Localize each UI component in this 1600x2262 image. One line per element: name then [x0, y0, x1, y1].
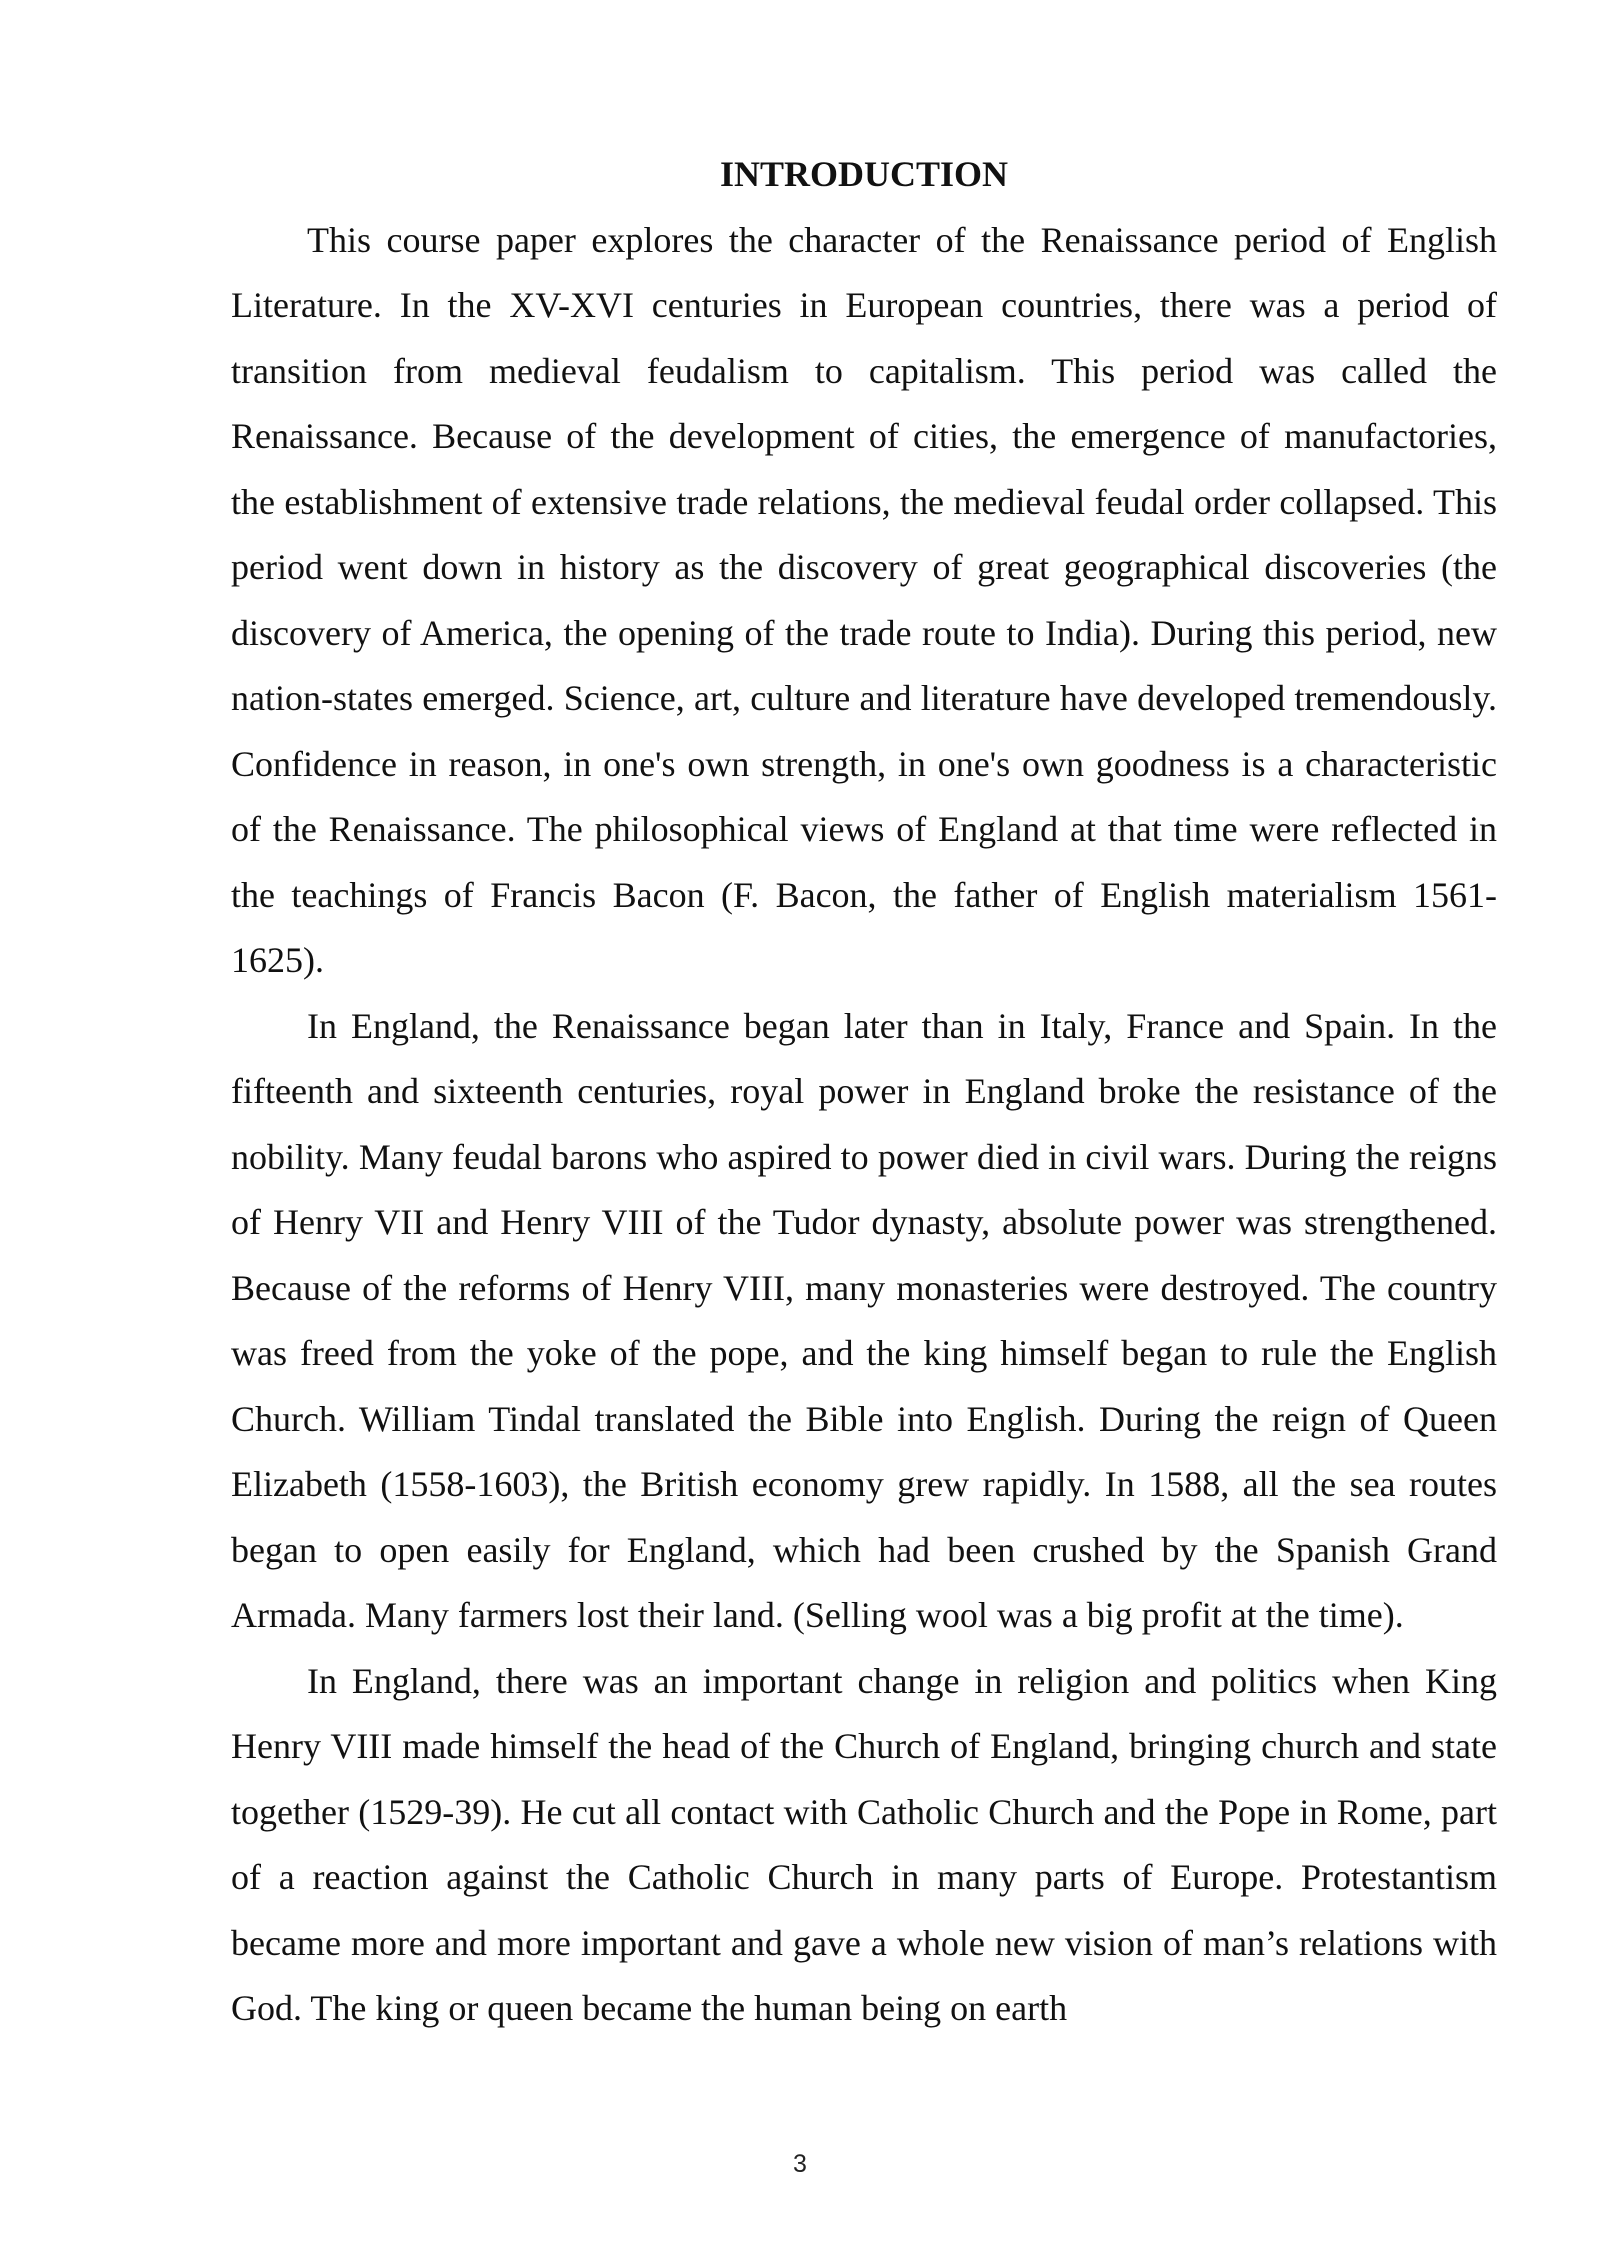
- paragraph-2: In England, the Renaissance began later than in Italy, France and Spain. In the fifteenth and sixteenth centuries, royal power in England broke the resistance of the nobility. Many feudal barons who aspired to power died in civil wars. During the reigns of Henry VII and Henry VIII of the Tudor dynasty, absolute power was strengthened. Because of the reforms of Henry VIII, many monasteries were destroyed. The country was freed from the yoke of the pope, and the king himself began to rule the English Church. William Tindal translated the Bible into English. During the reign of Queen Elizabeth (1558-1603), the British economy grew rapidly. In 1588, all the sea routes began to open easily for England, which had been crushed by the Spanish Grand Armada. Many farmers lost their land. (Selling wool was a big profit at the time).: [231, 1005, 1497, 1635]
- paragraph-3: In England, there was an important change in religion and politics when King Henry VIII made himself the head of the Church of England, bringing church and state together (1529-39). He cut all contact with Catholic Church and the Pope in Rome, part of a reaction against the Catholic Church in many parts of Europe. Protestantism became more and more important and gave a whole new vision of man’s relations with God. The king or queen became the human being on earth: [231, 1660, 1497, 2028]
- section-heading: INTRODUCTION: [719, 154, 1009, 194]
- page-body: [231, 142, 1497, 2042]
- paragraph-1: This course paper explores the character of the Renaissance period of English Literature. In the XV-XVI centuries in European countries, there was a period of transition from medieval feudalism to capitalism. This period was called the Renaissance. Because of the development of cities, the emergence of manufactories, the establishment of extensive trade relations, the medieval feudal order collapsed. This period went down in history as the discovery of great geographical discoveries (the discovery of America, the opening of the trade route to India). During this period, new nation-states emerged. Science, art, culture and literature have developed tremendously. Confidence in reason, in one's own strength, in one's own goodness is a characteristic of the Renaissance. The philosophical views of England at that time were reflected in the teachings of Francis Bacon (F. Bacon, the father of English materialism 1561-1625).: [231, 219, 1497, 980]
- page-number: 3: [793, 2150, 807, 2178]
